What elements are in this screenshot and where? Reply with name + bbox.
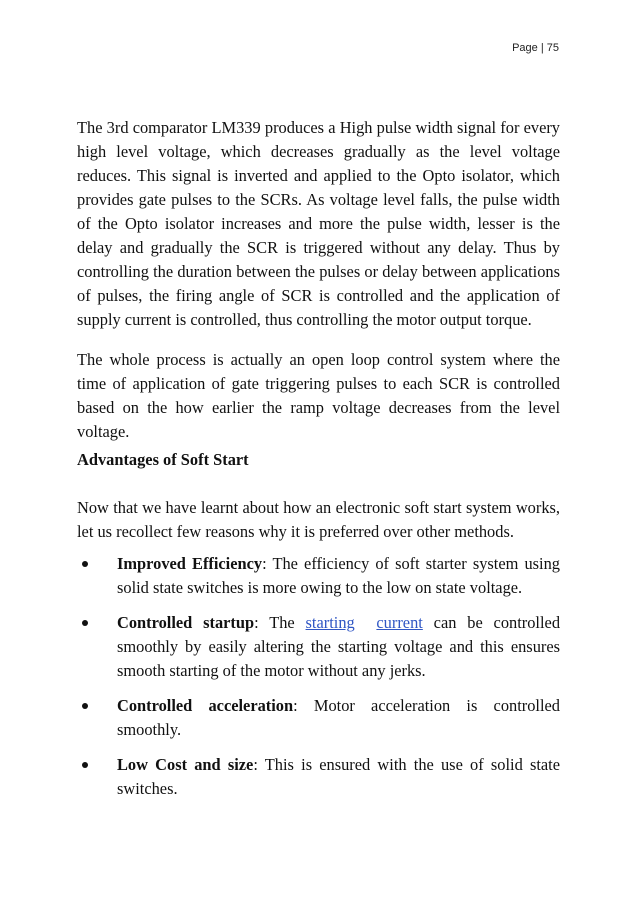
list-item bbox=[77, 694, 560, 742]
bullet-icon bbox=[82, 620, 88, 626]
bullet-icon bbox=[82, 762, 88, 768]
paragraph-intro: Now that we have learnt about how an electronic soft start system works, let us recollect few reasons why it is preferred over other methods. bbox=[77, 498, 560, 541]
list-item-term: Controlled startup bbox=[117, 613, 255, 632]
list-item bbox=[77, 753, 560, 801]
page-number-header: Page | 75 bbox=[512, 42, 559, 54]
list-item bbox=[77, 611, 560, 683]
link-starting[interactable]: starting bbox=[305, 613, 355, 632]
list-item-text: : The efficiency of soft starter system using solid state switches is more owing to the low on state voltage. bbox=[117, 554, 560, 597]
bullet-icon bbox=[82, 561, 88, 567]
paragraph-comparator: The 3rd comparator LM339 produces a High pulse width signal for every high level voltage, which decreases gradually as the level voltage reduces. This signal is inverted and applied to the Opto isolator, which provides gate pulses to the SCRs. As voltage level falls, the pulse width of the Opto isolator increases and more the pulse width, lesser is the delay and gradually the SCR is triggered without any delay. Thus by controlling the duration between the pulses or delay between applications of pulses, the firing angle of SCR is controlled and the application of supply current is controlled, thus controlling the motor output torque. bbox=[77, 118, 560, 329]
list-item-term: Improved Efficiency bbox=[117, 554, 263, 573]
list-item-term: Controlled acceleration bbox=[117, 696, 294, 715]
advantages-list bbox=[77, 552, 560, 801]
section-heading: Advantages of Soft Start bbox=[77, 450, 249, 469]
list-item-text: : Motor acceleration is controlled smoothly. bbox=[117, 696, 560, 739]
list-item bbox=[77, 552, 560, 600]
link-current[interactable]: current bbox=[376, 613, 423, 632]
list-item-text: : The bbox=[254, 613, 306, 632]
list-item-text: : This is ensured with the use of solid state switches. bbox=[117, 755, 560, 798]
list-item-term: Low Cost and size bbox=[117, 755, 254, 774]
bullet-icon bbox=[82, 703, 88, 709]
paragraph-open-loop: The whole process is actually an open loop control system where the time of application of gate triggering pulses to each SCR is controlled based on the how earlier the ramp voltage decreases from the level voltage. bbox=[77, 350, 560, 441]
document-body bbox=[77, 116, 560, 812]
list-item-text: can be controlled smoothly by easily altering the starting voltage and this ensures smooth starting of the motor without any jerks. bbox=[117, 613, 561, 680]
